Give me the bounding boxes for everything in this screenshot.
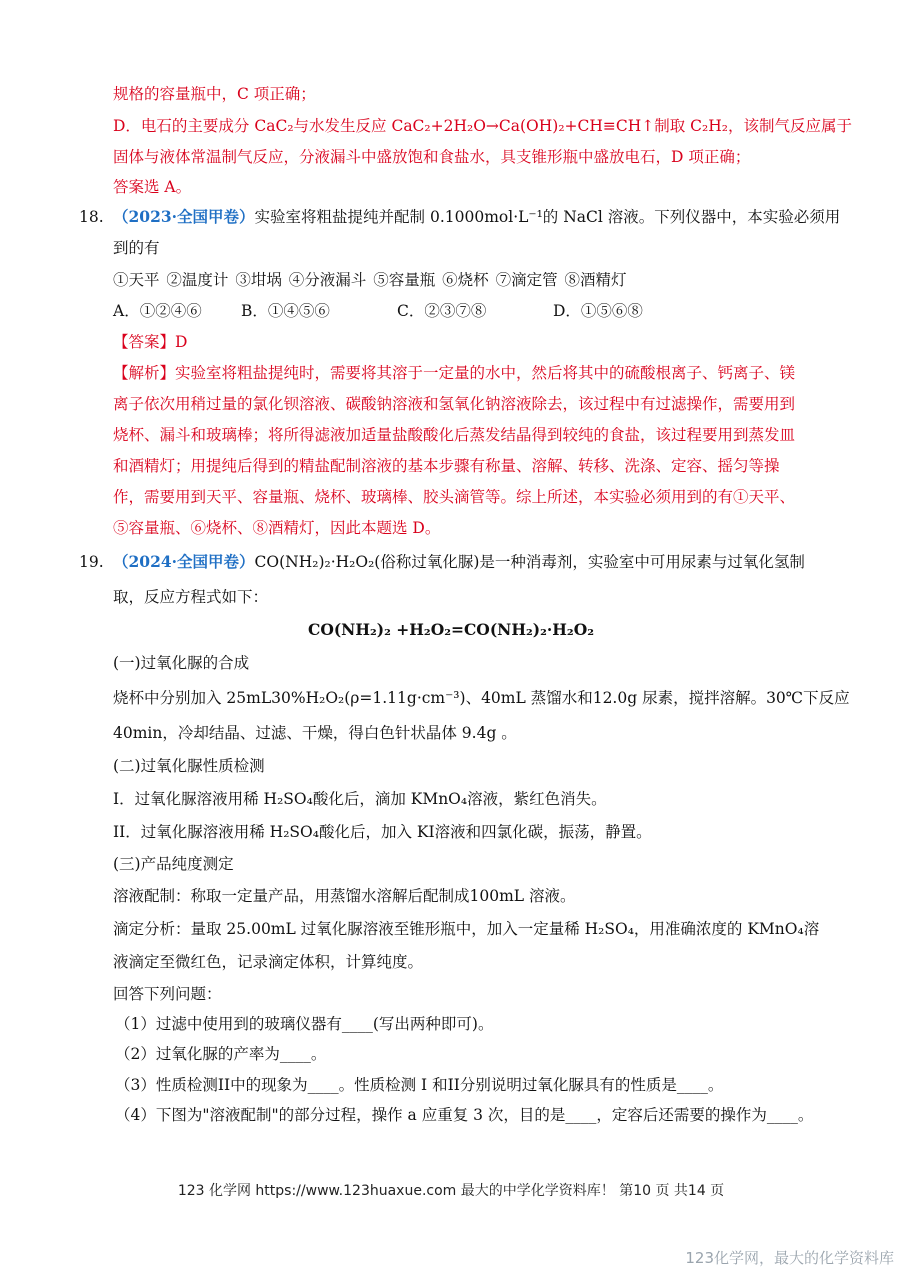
section-title: (三)产品纯度测定 <box>113 855 234 873</box>
question-source: （2024·全国甲卷） <box>113 552 255 571</box>
reaction-equation: CO(NH₂)₂ +H₂O₂=CO(NH₂)₂·H₂O₂ <box>307 620 594 639</box>
option-a: A．①②④⑥ <box>113 302 202 320</box>
watermark: 123化学网，最大的化学资料库 <box>685 1249 894 1267</box>
question-number: 18. <box>79 208 104 226</box>
question-stem <box>113 551 805 573</box>
section-text: 液滴定至微红色，记录滴定体积，计算纯度。 <box>113 953 424 971</box>
answer-label: 【答案】D <box>113 333 188 351</box>
section-text: I．过氧化脲溶液用稀 H₂SO₄酸化后，滴加 KMnO₄溶液，紫红色消失。 <box>113 790 607 808</box>
question-stem-text: 实验室将粗盐提纯并配制 0.1000mol·L⁻¹的 NaCl 溶液。下列仪器中，本实验必须用 <box>254 208 841 226</box>
page-footer: 123 化学网 https://www.123huaxue.com 最大的中学化学资料库！ 第10 页 共14 页 <box>177 1183 725 1199</box>
question-stem-text: CO(NH₂)₂·H₂O₂(俗称过氧化脲)是一种消毒剂，实验室中可用尿素与过氧化氢制 <box>254 553 805 571</box>
answer-options <box>113 300 643 322</box>
sub-question: （4）下图为"溶液配制"的部分过程，操作 a 应重复 3 次，目的是____，定容后还需要的操作为____。 <box>115 1106 814 1124</box>
prev-answer-line: 规格的容量瓶中，C 项正确； <box>113 85 316 103</box>
question-stem <box>113 206 840 228</box>
section-text: 溶液配制：称取一定量产品，用蒸馏水溶解后配制成100mL 溶液。 <box>113 887 576 905</box>
sub-question: （1）过滤中使用到的玻璃仪器有____(写出两种即可)。 <box>115 1015 494 1033</box>
section-title: (二)过氧化脲性质检测 <box>113 757 265 775</box>
option-c: C．②③⑦⑧ <box>397 302 487 320</box>
section-title: (一)过氧化脲的合成 <box>113 654 250 672</box>
question-source: （2023·全国甲卷） <box>113 207 255 226</box>
prev-answer-line: 固体与液体常温制气反应，分液漏斗中盛放饱和食盐水，具支锥形瓶中盛放电石，D 项正确； <box>113 148 751 166</box>
question-stem-continued: 取，反应方程式如下： <box>113 588 269 606</box>
analysis-line: 【解析】实验室将粗盐提纯时，需要将其溶于一定量的水中，然后将其中的硫酸根离子、钙离子、镁 <box>113 364 796 382</box>
section-text: 40min，冷却结晶、过滤、干燥，得白色针状晶体 9.4g 。 <box>113 724 517 742</box>
section-text: 滴定分析：量取 25.00mL 过氧化脲溶液至锥形瓶中，加入一定量稀 H₂SO₄，用准确浓度的 KMnO₄溶 <box>113 920 820 938</box>
ask-line: 回答下列问题： <box>113 985 222 1003</box>
analysis-line: 烧杯、漏斗和玻璃棒；将所得滤液加适量盐酸酸化后蒸发结晶得到较纯的食盐，该过程要用到蒸发皿 <box>113 426 796 444</box>
analysis-line: 离子依次用稍过量的氯化钡溶液、碳酸钠溶液和氢氧化钠溶液除去，该过程中有过滤操作，需要用到 <box>113 395 796 413</box>
analysis-line: 和酒精灯；用提纯后得到的精盐配制溶液的基本步骤有称量、溶解、转移、洗涤、定容、摇匀等操 <box>113 457 780 475</box>
instrument-list: ①天平 ②温度计 ③坩埚 ④分液漏斗 ⑤容量瓶 ⑥烧杯 ⑦滴定管 ⑧酒精灯 <box>113 271 627 289</box>
sub-question: （2）过氧化脲的产率为____。 <box>115 1045 327 1063</box>
section-text: II．过氧化脲溶液用稀 H₂SO₄酸化后，加入 KI溶液和四氯化碳，振荡，静置。 <box>113 823 652 841</box>
question-number: 19. <box>79 553 104 571</box>
prev-answer-line: 答案选 A。 <box>113 178 192 196</box>
prev-answer-line: D．电石的主要成分 CaC₂与水发生反应 CaC₂+2H₂O→Ca(OH)₂+CH≡CH↑制取 C₂H₂，该制气反应属于 <box>113 117 852 135</box>
analysis-line: 作，需要用到天平、容量瓶、烧杯、玻璃棒、胶头滴管等。综上所述，本实验必须用到的有①天平、 <box>113 488 796 506</box>
option-d: D．①⑤⑥⑧ <box>553 302 643 320</box>
section-text: 烧杯中分别加入 25mL30%H₂O₂(ρ=1.11g·cm⁻³)、40mL 蒸馏水和12.0g 尿素，搅拌溶解。30℃下反应 <box>113 689 850 707</box>
option-b: B．①④⑤⑥ <box>241 302 330 320</box>
analysis-line: ⑤容量瓶、⑥烧杯、⑧酒精灯，因此本题选 D。 <box>113 519 441 537</box>
question-stem-continued: 到的有 <box>113 239 160 257</box>
sub-question: （3）性质检测II中的现象为____。性质检测 I 和II分别说明过氧化脲具有的性质是____。 <box>115 1076 724 1094</box>
